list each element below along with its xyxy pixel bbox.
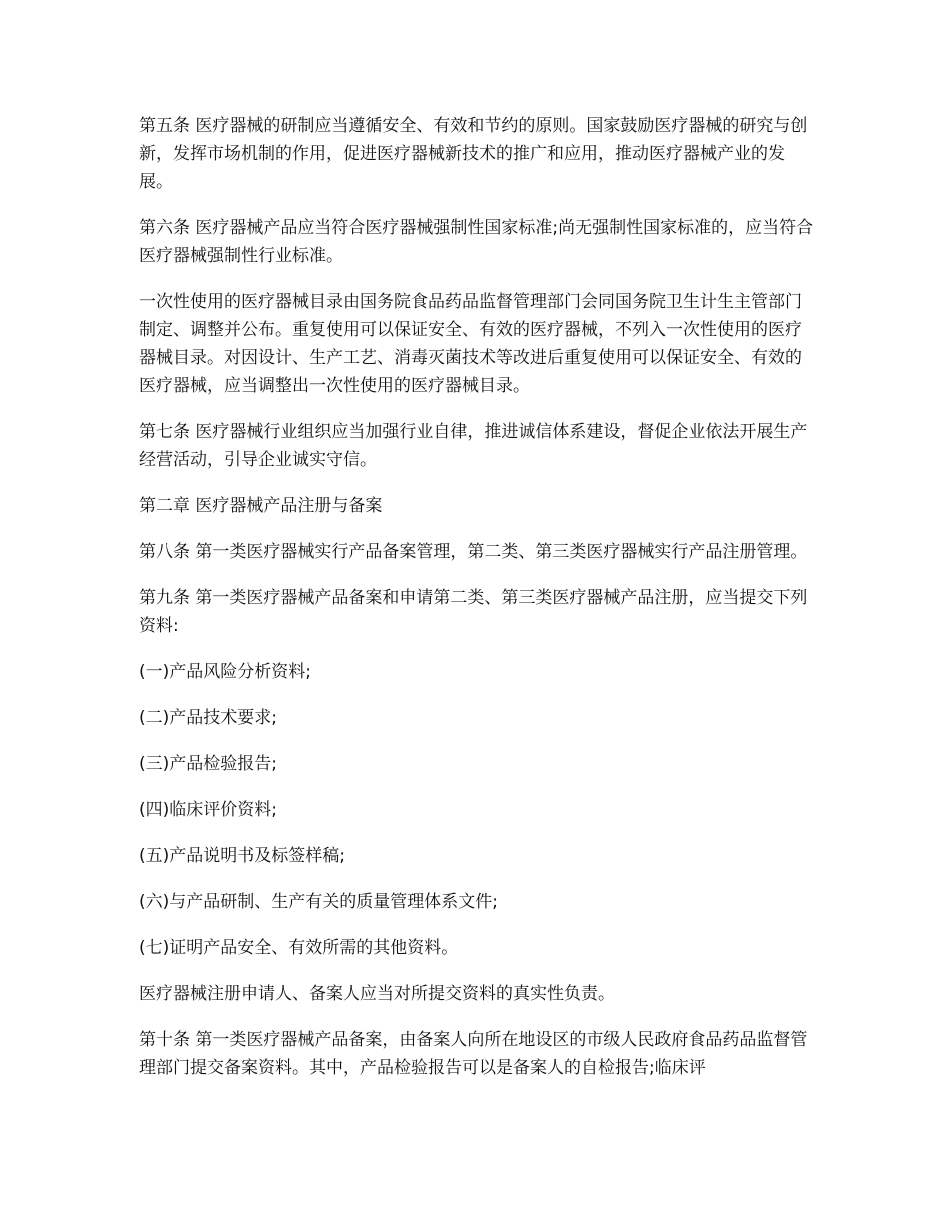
list-item-3: (三)产品检验报告;: [139, 754, 277, 774]
list-item-4: (四)临床评价资料;: [139, 800, 277, 820]
list-item-7: (七)证明产品安全、有效所需的其他资料。: [139, 938, 459, 958]
article-6-paragraph: 第六条 医疗器械产品应当符合医疗器械强制性国家标准;尚无强制性国家标准的，应当符合医疗器械强制性行业标准。: [139, 218, 814, 266]
list-item-5: (五)产品说明书及标签样稿;: [139, 846, 345, 866]
list-item-1: (一)产品风险分析资料;: [139, 662, 311, 682]
chapter-2-heading: 第二章 医疗器械产品注册与备案: [139, 496, 383, 516]
list-item-2: (二)产品技术要求;: [139, 708, 277, 728]
article-9-paragraph: 第九条 第一类医疗器械产品备案和申请第二类、第三类医疗器械产品注册，应当提交下列资料:: [139, 588, 808, 636]
disposable-device-paragraph: 一次性使用的医疗器械目录由国务院食品药品监督管理部门会同国务院卫生计生主管部门制定、调整并公布。重复使用可以保证安全、有效的医疗器械，不列入一次性使用的医疗器械目录。对因设计、生产工艺、消毒灭菌技术等改进后重复使用可以保证安全、有效的医疗器械，应当调整出一次性使用的医疗器械目录。: [139, 292, 802, 396]
article-8-paragraph: 第八条 第一类医疗器械实行产品备案管理，第二类、第三类医疗器械实行产品注册管理。: [139, 542, 808, 562]
article-7-paragraph: 第七条 医疗器械行业组织应当加强行业自律，推进诚信体系建设，督促企业依法开展生产经营活动，引导企业诚实守信。: [139, 422, 808, 470]
list-item-6: (六)与产品研制、生产有关的质量管理体系文件;: [139, 892, 498, 912]
document-page: [139, 112, 814, 1100]
responsibility-paragraph: 医疗器械注册申请人、备案人应当对所提交资料的真实性负责。: [139, 984, 615, 1004]
article-5-paragraph: 第五条 医疗器械的研制应当遵循安全、有效和节约的原则。国家鼓励医疗器械的研究与创新，发挥市场机制的作用，促进医疗器械新技术的推广和应用，推动医疗器械产业的发展。: [139, 116, 808, 192]
article-10-paragraph: 第十条 第一类医疗器械产品备案，由备案人向所在地设区的市级人民政府食品药品监督管理部门提交备案资料。其中，产品检验报告可以是备案人的自检报告;临床评: [139, 1030, 808, 1078]
